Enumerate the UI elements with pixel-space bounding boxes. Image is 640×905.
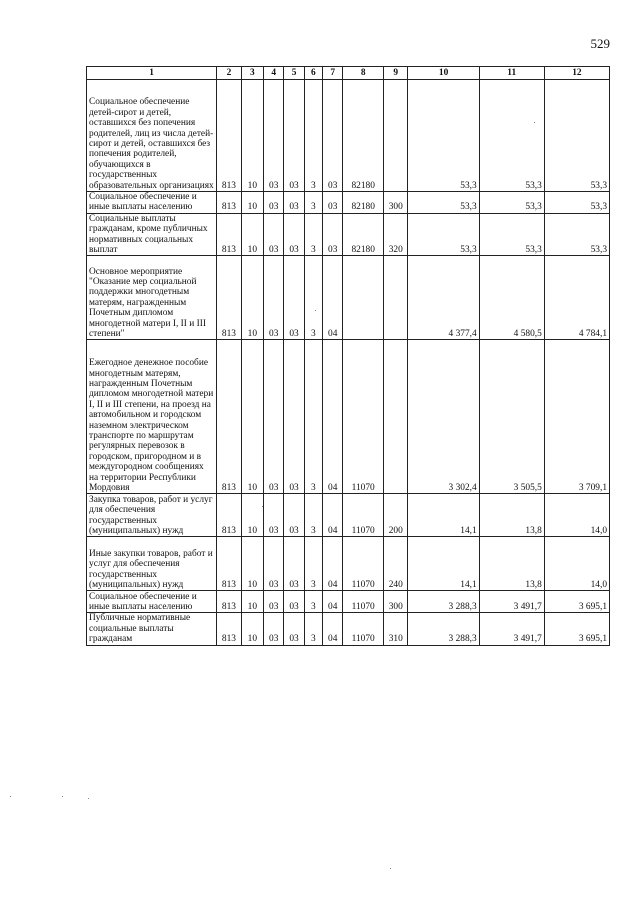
column-header: 6: [304, 67, 322, 80]
table-row: [87, 213, 610, 256]
cell-c5: 03: [284, 494, 304, 537]
cell-c7: 03: [323, 192, 343, 214]
scan-speck: [10, 796, 11, 797]
cell-c4: 03: [264, 340, 284, 494]
cell-c12: 3 695,1: [544, 613, 609, 645]
cell-c4: 03: [264, 192, 284, 214]
column-header: 10: [408, 67, 479, 80]
cell-c10: 53,3: [408, 213, 479, 256]
cell-c12: 53,3: [544, 192, 609, 214]
table-row: [87, 494, 610, 537]
column-header: 2: [217, 67, 241, 80]
cell-c8: 11070: [343, 591, 384, 613]
row-name-text: Основное мероприятие "Оказание мер социальной поддержки многодетным матерям, награжденным Почетным дипломом многодетной матери I, II и III степени": [89, 266, 206, 340]
row-name-text: Иные закупки товаров, работ и услуг для обеспечения государственных (муниципальных) нужд: [89, 548, 213, 591]
table-row: [87, 80, 610, 192]
cell-c2: 813: [217, 80, 241, 192]
column-header: 3: [241, 67, 263, 80]
cell-c4: 03: [264, 613, 284, 645]
cell-c7: 03: [323, 213, 343, 256]
cell-c8: 11070: [343, 537, 384, 591]
cell-c2: 813: [217, 340, 241, 494]
row-name-text: Закупка товаров, работ и услуг для обеспечения государственных (муниципальных) нужд: [89, 494, 213, 537]
cell-c9: 310: [384, 613, 408, 645]
cell-c12: 53,3: [544, 80, 609, 192]
cell-c6: 3: [304, 591, 322, 613]
cell-c11: 53,3: [479, 192, 544, 214]
cell-c10: 3 288,3: [408, 613, 479, 645]
cell-c6: 3: [304, 256, 322, 340]
cell-c8: 82180: [343, 213, 384, 256]
cell-c5: 03: [284, 256, 304, 340]
cell-c3: 10: [241, 340, 263, 494]
scan-speck: [534, 122, 535, 123]
budget-table: [86, 66, 610, 646]
cell-c11: 3 491,7: [479, 591, 544, 613]
cell-c8: [343, 256, 384, 340]
scan-speck: [262, 506, 263, 507]
column-header: 5: [284, 67, 304, 80]
cell-c3: 10: [241, 213, 263, 256]
cell-c11: 13,8: [479, 494, 544, 537]
cell-c9: 240: [384, 537, 408, 591]
table-row: [87, 340, 610, 494]
cell-c11: 3 505,5: [479, 340, 544, 494]
cell-c5: 03: [284, 80, 304, 192]
cell-c3: 10: [241, 537, 263, 591]
row-name-cell: [87, 80, 217, 192]
cell-c10: 14,1: [408, 537, 479, 591]
table-header-row: [87, 67, 610, 80]
column-header: 8: [343, 67, 384, 80]
cell-c11: 13,8: [479, 537, 544, 591]
cell-c11: 53,3: [479, 213, 544, 256]
cell-c6: 3: [304, 494, 322, 537]
cell-c2: 813: [217, 591, 241, 613]
cell-c7: 04: [323, 613, 343, 645]
column-header: 1: [87, 67, 217, 80]
cell-c4: 03: [264, 494, 284, 537]
table-row: [87, 192, 610, 214]
cell-c10: 4 377,4: [408, 256, 479, 340]
cell-c10: 14,1: [408, 494, 479, 537]
cell-c7: 04: [323, 537, 343, 591]
cell-c12: 3 695,1: [544, 591, 609, 613]
scan-speck: [315, 310, 316, 311]
cell-c4: 03: [264, 591, 284, 613]
cell-c4: 03: [264, 213, 284, 256]
cell-c4: 03: [264, 256, 284, 340]
row-name-cell: [87, 613, 217, 645]
column-header: 11: [479, 67, 544, 80]
table-row: [87, 537, 610, 591]
cell-c3: 10: [241, 494, 263, 537]
cell-c12: 4 784,1: [544, 256, 609, 340]
cell-c2: 813: [217, 213, 241, 256]
cell-c10: 53,3: [408, 80, 479, 192]
cell-c9: 320: [384, 213, 408, 256]
column-header: 12: [544, 67, 609, 80]
cell-c11: 3 491,7: [479, 613, 544, 645]
cell-c11: 53,3: [479, 80, 544, 192]
cell-c2: 813: [217, 494, 241, 537]
cell-c8: 11070: [343, 494, 384, 537]
cell-c7: 04: [323, 591, 343, 613]
row-name-cell: [87, 213, 217, 256]
scan-speck: [62, 796, 63, 797]
cell-c9: [384, 340, 408, 494]
cell-c3: 10: [241, 591, 263, 613]
row-name-cell: [87, 256, 217, 340]
cell-c12: 14,0: [544, 537, 609, 591]
row-name-cell: [87, 537, 217, 591]
cell-c5: 03: [284, 340, 304, 494]
cell-c7: 04: [323, 494, 343, 537]
cell-c5: 03: [284, 613, 304, 645]
row-name-cell: [87, 591, 217, 613]
cell-c9: 300: [384, 192, 408, 214]
cell-c10: 3 288,3: [408, 591, 479, 613]
cell-c12: 53,3: [544, 213, 609, 256]
row-name-text: Социальное обеспечение и иные выплаты населению: [89, 192, 197, 213]
cell-c8: 82180: [343, 192, 384, 214]
cell-c8: 11070: [343, 340, 384, 494]
cell-c3: 10: [241, 256, 263, 340]
cell-c4: 03: [264, 80, 284, 192]
table-row: [87, 613, 610, 645]
cell-c2: 813: [217, 192, 241, 214]
cell-c6: 3: [304, 192, 322, 214]
cell-c12: 14,0: [544, 494, 609, 537]
cell-c9: [384, 256, 408, 340]
page-number: 529: [590, 36, 610, 51]
scan-speck: [88, 798, 89, 799]
cell-c2: 813: [217, 613, 241, 645]
table-row: [87, 256, 610, 340]
row-name-text: Социальные выплаты гражданам, кроме публичных нормативных социальных выплат: [89, 213, 208, 256]
cell-c7: 04: [323, 256, 343, 340]
column-header: 4: [264, 67, 284, 80]
cell-c3: 10: [241, 192, 263, 214]
table-row: [87, 591, 610, 613]
cell-c11: 4 580,5: [479, 256, 544, 340]
cell-c9: 300: [384, 591, 408, 613]
cell-c8: 82180: [343, 80, 384, 192]
cell-c3: 10: [241, 613, 263, 645]
cell-c9: [384, 80, 408, 192]
column-header: 9: [384, 67, 408, 80]
cell-c8: 11070: [343, 613, 384, 645]
cell-c6: 3: [304, 213, 322, 256]
row-name-text: Ежегодное денежное пособие многодетным матерям, награжденным Почетным дипломом многодетной матери I, II и III степени, на проезд на автомобильном и городском наземном электрическом транспорте по маршрутам регулярных перевозок в городском, пригородном и в междугородном сообщениях на территории Республики Мордовия: [89, 358, 214, 494]
cell-c5: 03: [284, 213, 304, 256]
column-header: 7: [323, 67, 343, 80]
cell-c5: 03: [284, 591, 304, 613]
cell-c10: 3 302,4: [408, 340, 479, 494]
cell-c6: 3: [304, 80, 322, 192]
table-body: [87, 80, 610, 646]
row-name-cell: [87, 340, 217, 494]
cell-c9: 200: [384, 494, 408, 537]
cell-c6: 3: [304, 537, 322, 591]
cell-c7: 03: [323, 80, 343, 192]
cell-c5: 03: [284, 192, 304, 214]
scan-speck: [390, 868, 391, 869]
cell-c7: 04: [323, 340, 343, 494]
row-name-text: Социальное обеспечение детей-сирот и детей, оставшихся без попечения родителей, лиц из числа детей-сирот и детей, оставшихся без попечения родителей, обучающихся в государственных образовательных организациях: [89, 97, 214, 191]
cell-c2: 813: [217, 537, 241, 591]
cell-c4: 03: [264, 537, 284, 591]
cell-c5: 03: [284, 537, 304, 591]
row-name-cell: [87, 494, 217, 537]
cell-c6: 3: [304, 613, 322, 645]
row-name-text: Социальное обеспечение и иные выплаты населению: [89, 591, 197, 613]
cell-c6: 3: [304, 340, 322, 494]
cell-c10: 53,3: [408, 192, 479, 214]
cell-c2: 813: [217, 256, 241, 340]
cell-c3: 10: [241, 80, 263, 192]
row-name-text: Публичные нормативные социальные выплаты гражданам: [89, 613, 191, 645]
row-name-cell: [87, 192, 217, 214]
cell-c12: 3 709,1: [544, 340, 609, 494]
